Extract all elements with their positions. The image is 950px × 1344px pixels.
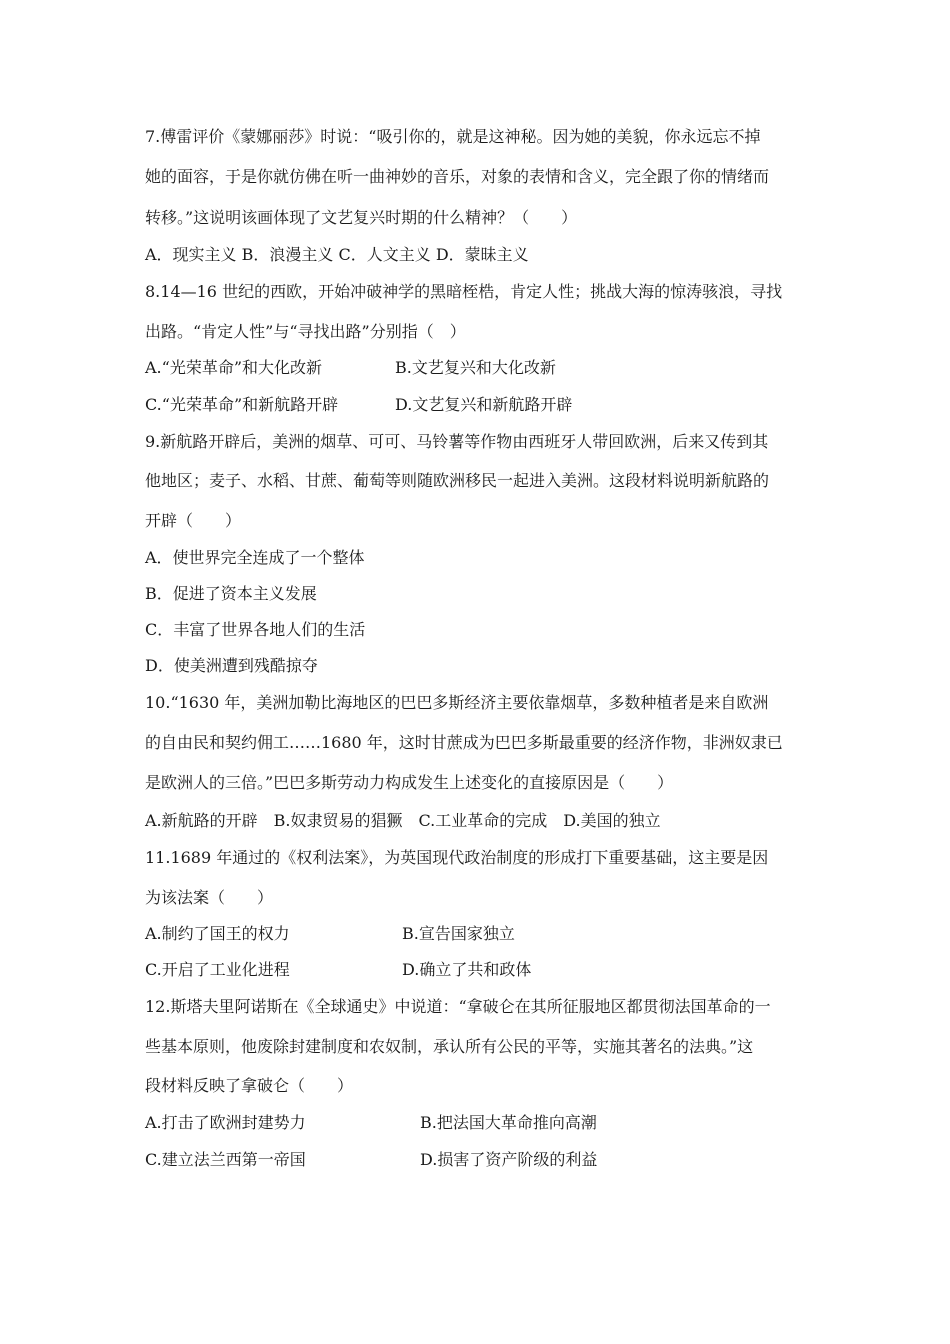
q10-line-2: 的自由民和契约佣工……1680 年，这时甘蔗成为巴巴多斯最重要的经济作物，非洲奴隶已 [145,733,783,752]
q12-line-3: 段材料反映了拿破仑（ ） [145,1076,354,1095]
q10-line-1: 10.“1630 年，美洲加勒比海地区的巴巴多斯经济主要依靠烟草，多数种植者是来自欧洲 [145,693,769,712]
q11-line-2: 为该法案（ ） [145,888,274,907]
q11-option-c: C.开启了工业化进程 [145,960,290,979]
q12-line-1: 12.斯塔夫里阿诺斯在《全球通史》中说道：“拿破仑在其所征服地区都贯彻法国革命的一 [145,997,771,1016]
q11-line-1: 11.1689 年通过的《权利法案》，为英国现代政治制度的形成打下重要基础，这主要是因 [145,848,769,867]
q12-line-2: 些基本原则，他废除封建制度和农奴制，承认所有公民的平等，实施其著名的法典。”这 [145,1037,754,1056]
q8-option-a: A.“光荣革命”和大化改新 [145,358,323,377]
q7-line-2: 她的面容，于是你就仿佛在听一曲神妙的音乐，对象的表情和含义，完全跟了你的情绪而 [145,167,770,186]
q10-options: A.新航路的开辟 B.奴隶贸易的猖獗 C.工业革命的完成 D.美国的独立 [145,811,661,830]
q12-option-c: C.建立法兰西第一帝国 [145,1150,306,1169]
q9-option-a: A．使世界完全连成了一个整体 [145,548,365,567]
q9-option-c: C．丰富了世界各地人们的生活 [145,620,366,639]
q9-option-d: D．使美洲遭到残酷掠夺 [145,656,318,675]
q10-line-3: 是欧洲人的三倍。”巴巴多斯劳动力构成发生上述变化的直接原因是（ ） [145,773,674,792]
q8-line-1: 8.14—16 世纪的西欧，开始冲破神学的黑暗桎梏，肯定人性；挑战大海的惊涛骇浪，寻找 [145,282,783,301]
q9-line-3: 开辟（ ） [145,511,242,530]
q11-option-b: B.宣告国家独立 [402,924,515,943]
q11-option-d: D.确立了共和政体 [402,960,532,979]
q9-option-b: B．促进了资本主义发展 [145,584,317,603]
q12-option-b: B.把法国大革命推向高潮 [420,1113,597,1132]
q7-options: A．现实主义 B．浪漫主义 C．人文主义 D．蒙昧主义 [145,245,529,264]
q8-option-c: C.“光荣革命”和新航路开辟 [145,395,339,414]
q7-line-1: 7.傅雷评价《蒙娜丽莎》时说：“吸引你的，就是这神秘。因为她的美貌，你永远忘不掉 [145,127,761,146]
q11-option-a: A.制约了国王的权力 [145,924,290,943]
q8-option-d: D.文艺复兴和新航路开辟 [395,395,573,414]
q9-line-1: 9.新航路开辟后，美洲的烟草、可可、马铃薯等作物由西班牙人带回欧洲，后来又传到其 [145,432,769,451]
q12-option-d: D.损害了资产阶级的利益 [420,1150,598,1169]
q12-option-a: A.打击了欧洲封建势力 [145,1113,306,1132]
q8-option-b: B.文艺复兴和大化改新 [395,358,556,377]
q9-line-2: 他地区；麦子、水稻、甘蔗、葡萄等则随欧洲移民一起进入美洲。这段材料说明新航路的 [145,471,770,490]
q8-line-2: 出路。“肯定人性”与“寻找出路”分别指（ ） [145,322,466,341]
q7-line-3: 转移。”这说明该画体现了文艺复兴时期的什么精神？（ ） [145,208,578,227]
